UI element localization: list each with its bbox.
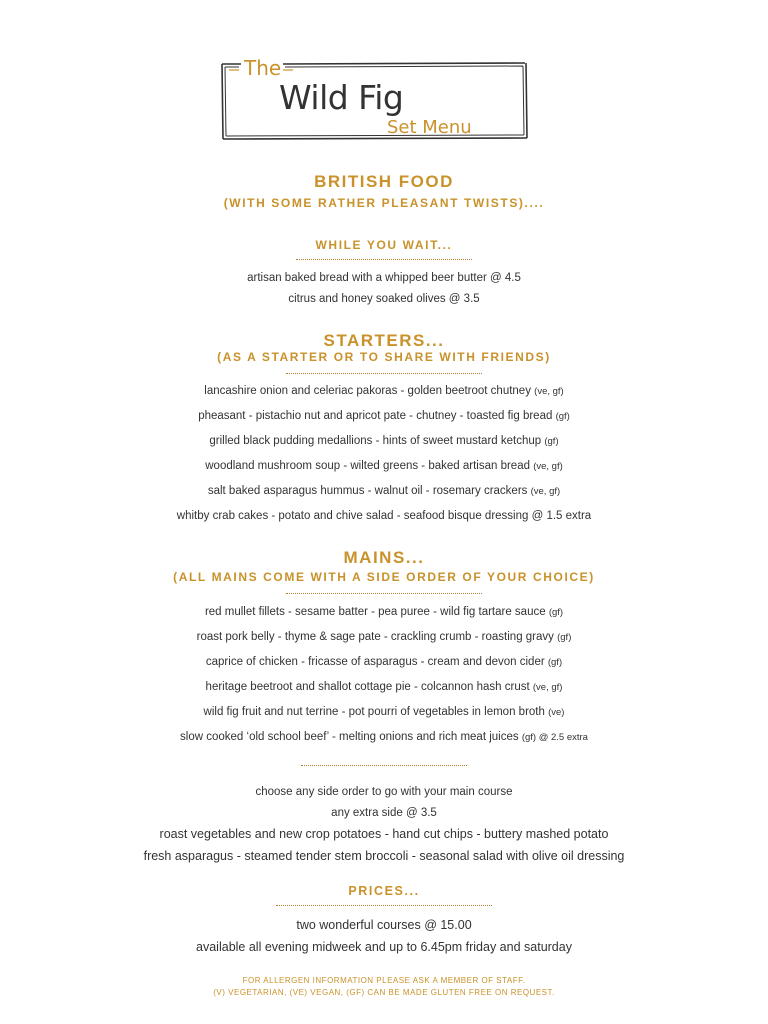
main-item: roast pork belly - thyme & sage pate - crackling crumb - roasting gravy (gf)	[196, 631, 572, 643]
starter-item: salt baked asparagus hummus - walnut oil - rosemary crackers (ve, gf)	[207, 485, 561, 497]
starter-item: whitby crab cakes - potato and chive salad - seafood bisque dressing @ 1.5 extra	[176, 510, 592, 522]
sides-line: choose any side order to go with your main course	[255, 786, 513, 798]
logo-set-menu: Set Menu	[387, 117, 472, 138]
prices-heading: PRICES...	[348, 884, 420, 898]
main-item: caprice of chicken - fricasse of asparagus - cream and devon cider (gf)	[205, 656, 563, 668]
starter-item: pheasant - pistachio nut and apricot pate - chutney - toasted fig bread (gf)	[198, 410, 570, 422]
footer-dietary-key: (V) VEGETARIAN, (VE) VEGAN, (GF) CAN BE MADE GLUTEN FREE ON REQUEST.	[213, 988, 555, 997]
mains-heading: MAINS...	[343, 548, 425, 567]
wait-item: artisan baked bread with a whipped beer butter @ 4.5	[247, 272, 521, 284]
starters-heading: STARTERS...	[323, 331, 445, 350]
divider	[286, 373, 482, 374]
mains-subheading: (ALL MAINS COME WITH A SIDE ORDER OF YOUR CHOICE)	[173, 570, 595, 584]
starter-item: lancashire onion and celeriac pakoras - golden beetroot chutney (ve, gf)	[204, 385, 564, 397]
footer-allergen: FOR ALLERGEN INFORMATION PLEASE ASK A MEMBER OF STAFF.	[242, 976, 526, 985]
sides-line: any extra side @ 3.5	[331, 807, 437, 819]
main-item: wild fig fruit and nut terrine - pot pourri of vegetables in lemon broth (ve)	[203, 706, 565, 718]
starter-item: woodland mushroom soup - wilted greens - baked artisan bread (ve, gf)	[205, 460, 563, 472]
divider	[276, 905, 492, 906]
headline-subtitle: (WITH SOME RATHER PLEASANT TWISTS)....	[223, 196, 545, 210]
prices-line: available all evening midweek and up to 6.45pm friday and saturday	[196, 940, 572, 954]
divider	[301, 765, 467, 766]
prices-line: two wonderful courses @ 15.00	[296, 918, 472, 932]
logo-the: The	[244, 56, 282, 80]
sides-line: roast vegetables and new crop potatoes - hand cut chips - buttery mashed potato	[159, 827, 609, 841]
divider	[296, 259, 472, 260]
main-item: heritage beetroot and shallot cottage pie - colcannon hash crust (ve, gf)	[205, 681, 563, 693]
wait-item: citrus and honey soaked olives @ 3.5	[288, 293, 480, 305]
logo	[221, 56, 529, 140]
main-item: red mullet fillets - sesame batter - pea puree - wild fig tartare sauce (gf)	[204, 606, 564, 618]
main-item: slow cooked ‘old school beef’ - melting onions and rich meat juices (gf) @ 2.5 extra	[180, 731, 588, 743]
sides-line: fresh asparagus - steamed tender stem broccoli - seasonal salad with olive oil dressing	[143, 849, 625, 863]
divider	[286, 593, 482, 594]
headline-title: BRITISH FOOD	[314, 172, 454, 191]
logo-wild-fig: Wild Fig	[279, 78, 404, 117]
starter-item: grilled black pudding medallions - hints of sweet mustard ketchup (gf)	[209, 435, 559, 447]
while-you-wait-heading: WHILE YOU WAIT...	[315, 238, 453, 252]
starters-subheading: (AS A STARTER OR TO SHARE WITH FRIENDS)	[217, 350, 551, 364]
